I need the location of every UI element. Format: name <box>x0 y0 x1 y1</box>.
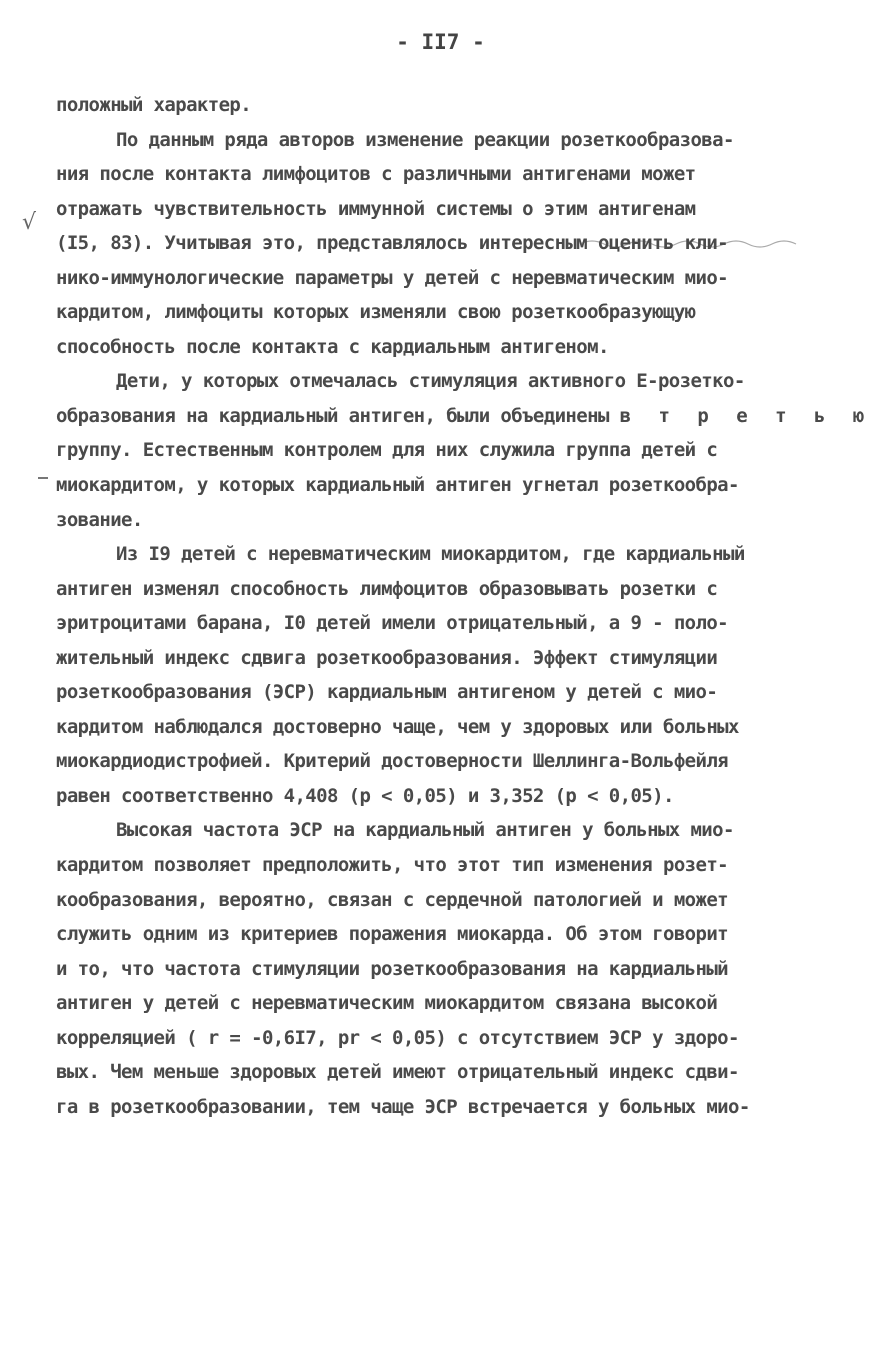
text-line <box>56 433 846 468</box>
text-line <box>56 295 846 330</box>
text-line <box>56 986 846 1021</box>
text-line <box>56 710 846 745</box>
line-text: Из I9 детей с неревматическим миокардитом, где кардиальный <box>116 543 745 566</box>
line-text: га в розеткообразовании, тем чаще ЭСР встречается у больных мио- <box>56 1095 750 1118</box>
text-line <box>56 641 846 676</box>
text-line <box>56 399 873 434</box>
text-line <box>56 883 846 918</box>
text-line <box>56 330 846 365</box>
text-line <box>56 1055 846 1090</box>
line-text: жительный индекс сдвига розеткообразования. Эффект стимуляции <box>56 646 718 669</box>
text-line <box>56 744 846 779</box>
text-line <box>56 192 846 227</box>
text-line <box>56 1021 846 1056</box>
line-text: Дети, у которых отмечалась стимуляция активного Е-розетко- <box>116 370 745 393</box>
line-text: вых. Чем меньше здоровых детей имеют отрицательный индекс сдви- <box>56 1061 739 1084</box>
line-text: зование. <box>56 508 143 531</box>
line-text: кардитом наблюдался достоверно чаще, чем у здоровых или больных <box>56 715 739 738</box>
text-line <box>56 157 846 192</box>
line-text: эритроцитами барана, I0 детей имели отрицательный, а 9 - поло- <box>56 612 729 635</box>
line-text: кардитом позволяет предположить, что этот тип изменения розет- <box>56 854 729 877</box>
line-text: Высокая частота ЭСР на кардиальный антиген у больных мио- <box>116 819 734 842</box>
line-text: группу. Естественным контролем для них служила группа детей с <box>56 439 718 462</box>
text-line <box>56 226 846 261</box>
line-text: и то, что частота стимуляции розеткообразования на кардиальный <box>56 957 729 980</box>
line-text: способность после контакта с кардиальным антигеном. <box>56 335 609 358</box>
line-text: миокардиодистрофией. Критерий достоверности Шеллинга-Вольфейля <box>56 750 729 773</box>
text-line <box>56 123 846 158</box>
line-text: корреляцией ( r = -0,6I7, pr < 0,05) с отсутствием ЭСР у здоро- <box>56 1026 739 1049</box>
text-line <box>56 606 846 641</box>
line-text: антиген у детей с неревматическим миокардитом связана высокой <box>56 992 718 1015</box>
text-line <box>56 572 846 607</box>
text-line <box>56 917 846 952</box>
spaced-text: в т р е т ь ю <box>619 404 873 427</box>
line-text: антиген изменял способность лимфоцитов образовывать розетки с <box>56 577 718 600</box>
line-text: равен соответственно 4,408 (p < 0,05) и 3,352 (p < 0,05). <box>56 784 674 807</box>
line-text: ния после контакта лимфоцитов с различными антигенами может <box>56 163 696 186</box>
text-line <box>56 468 846 503</box>
stray-mark <box>38 477 48 479</box>
text-line <box>56 88 846 123</box>
text-line <box>56 537 846 572</box>
text-line <box>56 813 846 848</box>
text-line <box>56 1090 846 1125</box>
line-text: отражать чувствительность иммунной системы о этим антигенам <box>56 197 696 220</box>
line-text: служить одним из критериев поражения миокарда. Об этом говорит <box>56 923 729 946</box>
margin-check-mark: √ <box>22 210 37 235</box>
line-text: кообразования, вероятно, связан с сердечной патологией и может <box>56 888 729 911</box>
text-line <box>56 503 846 538</box>
line-text: кардитом, лимфоциты которых изменяли свою розеткообразующую <box>56 301 696 324</box>
line-text: По данным ряда авторов изменение реакции розеткообразова- <box>116 128 734 151</box>
text-line <box>56 952 846 987</box>
line-text: розеткообразования (ЭСР) кардиальным антигеном у детей с мио- <box>56 681 718 704</box>
text-line <box>56 779 846 814</box>
line-text: нико-иммунологические параметры у детей с неревматическим мио- <box>56 266 729 289</box>
text-line <box>56 675 846 710</box>
line-text: образования на кардиальный антиген, были объединены <box>56 404 609 427</box>
line-text: (I5, 83). Учитывая это, представлялось интересным оценить кли- <box>56 232 729 255</box>
line-text: положный характер. <box>56 94 252 116</box>
line-text: миокардитом, у которых кардиальный антиген угнетал розеткообра- <box>56 474 739 497</box>
body-text <box>56 88 873 1124</box>
text-line <box>56 848 846 883</box>
text-line <box>56 261 846 296</box>
page-number: - II7 - <box>396 30 485 54</box>
text-line <box>56 364 846 399</box>
